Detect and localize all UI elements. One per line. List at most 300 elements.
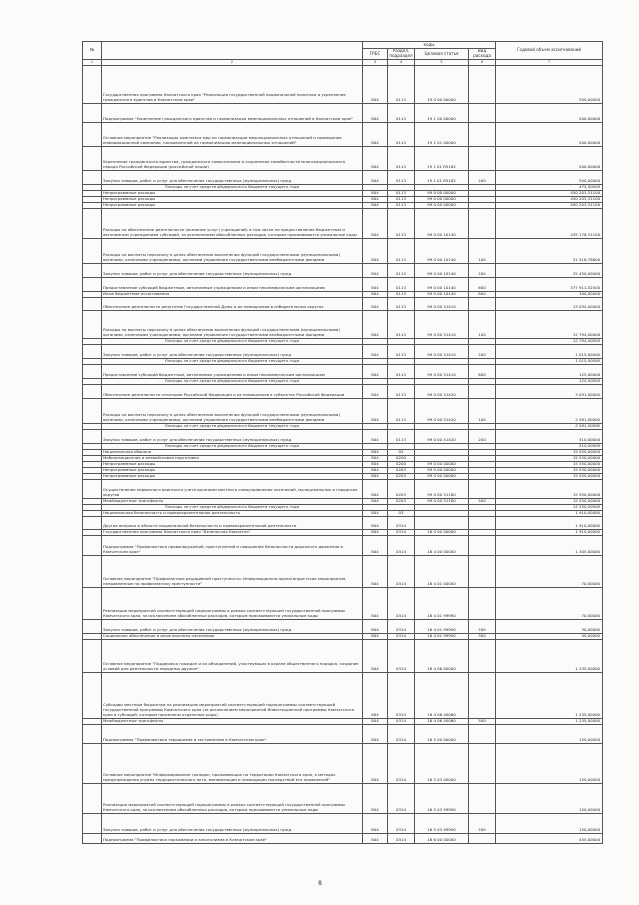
expense-kind-cell <box>469 639 496 672</box>
section-cell: 02 <box>388 449 415 455</box>
amount-cell: 70,00000 <box>496 555 603 587</box>
header-codes: коды <box>363 42 496 49</box>
amount-cell: 500,00000 <box>496 65 603 103</box>
target-article-cell: 16 4 06 00000 <box>415 639 469 672</box>
table-row <box>83 516 603 529</box>
amount-cell: 150,00000 <box>496 783 603 813</box>
name-cell: Непрограммные расходы <box>102 196 363 202</box>
expense-kind-cell: 100 <box>469 310 496 338</box>
amount-cell: 15 550,00000 <box>496 473 603 479</box>
target-article-cell: 16 6 00 00000 <box>415 833 469 843</box>
table-row <box>83 639 603 672</box>
num-cell <box>83 672 102 718</box>
target-article-cell: 19 1 01 R5162 <box>415 170 469 184</box>
num-cell <box>83 398 102 423</box>
section-cell: 0200 <box>388 455 415 461</box>
header-expense-kind: Вид расхода <box>469 49 496 60</box>
target-article-cell: 16 4 06 40060 <box>415 672 469 718</box>
section-cell: 0113 <box>388 202 415 208</box>
name-cell: Закупка товаров, работ и услуг для обеспечения государственных (муниципальных) нужд <box>102 170 363 184</box>
grbs-cell: 804 <box>363 170 388 184</box>
section-cell: 0314 <box>388 743 415 783</box>
table-row <box>83 146 603 170</box>
table-row <box>83 398 603 423</box>
expense-kind-cell <box>469 555 496 587</box>
column-number: 7 <box>496 60 603 66</box>
num-cell <box>83 263 102 277</box>
expense-kind-cell: 800 <box>469 291 496 297</box>
table-row <box>83 297 603 310</box>
expense-kind-cell <box>469 724 496 743</box>
table-row <box>83 364 603 378</box>
num-cell <box>83 743 102 783</box>
section-cell: 0113 <box>388 170 415 184</box>
num-cell <box>83 587 102 619</box>
table-row <box>83 170 603 184</box>
name-cell: Основное мероприятие "Поддержка граждан и их объединений, участвующих в охране общественного порядка, создание условий для деятельности народных дружин" <box>102 639 363 672</box>
amount-cell: 15 550,00000 <box>496 461 603 467</box>
target-article-cell: 99 0 00 10140 <box>415 277 469 291</box>
budget-table <box>82 41 603 844</box>
amount-cell: 15 550,00000 <box>496 449 603 455</box>
amount-cell: 15 550,00000 <box>496 504 603 510</box>
target-article-cell: 16 4 06 40060 <box>415 718 469 724</box>
expense-kind-cell: 200 <box>469 170 496 184</box>
name-cell: Межбюджетные трансферты <box>102 498 363 504</box>
amount-cell: 31 516,78600 <box>496 238 603 263</box>
grbs-cell: 804 <box>363 555 388 587</box>
name-cell: Основное мероприятие "Реализация комплекса мер по гармонизации межнациональных отношений и проведение информационной кампании, направленной на гармонизацию межнациональных отношений" <box>102 122 363 146</box>
header-target-article: Целевая статья <box>415 49 469 60</box>
expense-kind-cell <box>469 122 496 146</box>
grbs-cell: 804 <box>363 384 388 398</box>
table-row <box>83 208 603 238</box>
amount-cell: 450 203,31100 <box>496 202 603 208</box>
grbs-cell: 804 <box>363 202 388 208</box>
grbs-cell: 804 <box>363 429 388 443</box>
target-article-cell: 19 0 00 00000 <box>415 65 469 103</box>
table-header <box>83 42 603 66</box>
table-row <box>83 535 603 555</box>
num-cell <box>83 555 102 587</box>
name-cell: Социальное обеспечение и иные выплаты населению <box>102 633 363 639</box>
expense-kind-cell: 600 <box>469 277 496 291</box>
amount-cell: 1 910,00000 <box>496 510 603 516</box>
section-cell: 0113 <box>388 208 415 238</box>
name-cell: Предоставление субсидий бюджетным, автономным учреждениям и иным некоммерческим организациям <box>102 277 363 291</box>
section-cell: 0113 <box>388 310 415 338</box>
target-article-cell: 16 5 03 00000 <box>415 743 469 783</box>
expense-kind-cell: 300 <box>469 633 496 639</box>
target-article-cell: 99 0 00 00000 <box>415 473 469 479</box>
amount-cell: 2 581,00000 <box>496 398 603 423</box>
table-row <box>83 263 603 277</box>
expense-kind-cell: 100 <box>469 238 496 263</box>
num-cell <box>83 429 102 443</box>
amount-cell: 455,00000 <box>496 833 603 843</box>
header-grbs: ГРБС <box>363 49 388 60</box>
target-article-cell: 16 5 00 00000 <box>415 724 469 743</box>
name-cell: Национальная безопасность и правоохранительная деятельность <box>102 510 363 516</box>
name-cell: Государственная программа Камчатского края "Безопасная Камчатка" <box>102 529 363 535</box>
num-cell <box>83 344 102 358</box>
section-cell: 0314 <box>388 555 415 587</box>
name-cell: Закупка товаров, работ и услуг для обеспечения государственных (муниципальных) нужд <box>102 429 363 443</box>
section-cell: 0203 <box>388 473 415 479</box>
expense-kind-cell <box>469 146 496 170</box>
num-cell <box>83 833 102 843</box>
section-cell: 0314 <box>388 639 415 672</box>
grbs-cell: 804 <box>363 498 388 504</box>
section-cell: 0314 <box>388 833 415 843</box>
table-row <box>83 238 603 263</box>
amount-cell: 12 794,00000 <box>496 338 603 344</box>
grbs-cell: 804 <box>363 297 388 310</box>
name-cell: Подпрограмма "Профилактика наркомании и алкоголизма в Камчатском крае" <box>102 833 363 843</box>
table-row <box>83 555 603 587</box>
amount-cell: 25 450,00000 <box>496 263 603 277</box>
expense-kind-cell <box>469 783 496 813</box>
name-cell: Подпрограмма "Профилактика правонарушений, преступлений и повышение безопасности дорожного движения в Камчатском крае" <box>102 535 363 555</box>
expense-kind-cell <box>469 743 496 783</box>
amount-cell: 450 203,31100 <box>496 196 603 202</box>
name-cell: Расходы за счет средств федерального бюджета текущего года <box>102 443 363 449</box>
target-article-cell: 99 0 00 51180 <box>415 498 469 504</box>
name-cell: Закупка товаров, работ и услуг для обеспечения государственных (муниципальных) нужд <box>102 813 363 833</box>
name-cell: Непрограммные расходы <box>102 190 363 196</box>
grbs-cell: 804 <box>363 398 388 423</box>
target-article-cell: 16 4 00 00000 <box>415 535 469 555</box>
expense-kind-cell <box>469 535 496 555</box>
section-cell: 0113 <box>388 291 415 297</box>
grbs-cell: 804 <box>363 587 388 619</box>
name-cell: Расходы на выплаты персоналу в целях обеспечения выполнения функций государственными (муниципальными) органами, казенными учреждениями, органами управления государственными внебюджетными фондами <box>102 238 363 263</box>
amount-cell: 12 794,00000 <box>496 310 603 338</box>
expense-kind-cell <box>469 103 496 122</box>
section-cell: 0314 <box>388 516 415 529</box>
name-cell: Основное мероприятие "Информирование граждан, проживающих на территории Камчатского края, о методах предупреждения угрозы террористического акта, минимизации и ликвидации последствий его проявлений" <box>102 743 363 783</box>
grbs-cell: 804 <box>363 65 388 103</box>
num-cell <box>83 813 102 833</box>
section-cell: 0314 <box>388 724 415 743</box>
table-body <box>83 65 603 843</box>
name-cell: Расходы на выплаты персоналу в целях обеспечения выполнения функций государственными (муниципальными) органами, казенными учреждениями, органами управления государственными внебюджетными фондами <box>102 310 363 338</box>
grbs-cell: 804 <box>363 364 388 378</box>
table-row <box>83 384 603 398</box>
expense-kind-cell <box>469 208 496 238</box>
amount-cell: 40,00000 <box>496 633 603 639</box>
target-article-cell: 99 0 00 00000 <box>415 461 469 467</box>
section-cell: 0113 <box>388 146 415 170</box>
amount-cell: 500,00000 <box>496 122 603 146</box>
target-article-cell: 99 0 00 51410 <box>415 297 469 310</box>
expense-kind-cell: 200 <box>469 429 496 443</box>
header-annual-volume: Годовой объем ассигнований <box>496 42 603 60</box>
target-article-cell: 19 1 00 00000 <box>415 103 469 122</box>
name-cell: Подпрограмма "Профилактика терроризма и экстремизма в Камчатском крае" <box>102 724 363 743</box>
name-cell: Расходы за счет средств федерального бюджета текущего года <box>102 184 363 190</box>
expense-kind-cell: 200 <box>469 619 496 633</box>
target-article-cell: 16 4 01 99990 <box>415 633 469 639</box>
section-cell: 03 <box>388 510 415 516</box>
expense-kind-cell <box>469 65 496 103</box>
section-cell: 0314 <box>388 718 415 724</box>
target-article-cell: 99 0 00 00000 <box>415 467 469 473</box>
grbs-cell: 804 <box>363 455 388 461</box>
grbs-cell: 804 <box>363 291 388 297</box>
target-article-cell: 16 5 03 99990 <box>415 813 469 833</box>
amount-cell: 30,00000 <box>496 619 603 633</box>
num-cell <box>83 384 102 398</box>
section-cell: 0113 <box>388 122 415 146</box>
amount-cell: 500,00000 <box>496 170 603 184</box>
expense-kind-cell: 200 <box>469 813 496 833</box>
section-cell: 0113 <box>388 65 415 103</box>
name-cell: Основное мероприятие "Профилактика рецидивной преступности. Информационно-пропагандистские мероприятия, направленные на профилактику преступности" <box>102 555 363 587</box>
amount-cell: 300,00000 <box>496 291 603 297</box>
target-article-cell: 16 4 01 99990 <box>415 587 469 619</box>
amount-cell: 3 091,00000 <box>496 384 603 398</box>
section-cell: 0113 <box>388 277 415 291</box>
expense-kind-cell: 200 <box>469 344 496 358</box>
target-article-cell: 19 1 01 R5162 <box>415 146 469 170</box>
grbs-cell: 804 <box>363 783 388 813</box>
grbs-cell: 804 <box>363 103 388 122</box>
table-row <box>83 65 603 103</box>
grbs-cell: 804 <box>363 344 388 358</box>
name-cell: Подпрограмма "Укрепление гражданского единства и гармонизация межнациональных отношений в Камчатском крае" <box>102 103 363 122</box>
name-cell: Расходы на выплаты персоналу в целях обеспечения выполнения функций государственными (муниципальными) органами, казенными учреждениями, органами управления государственными внебюджетными фондами <box>102 398 363 423</box>
section-cell: 0203 <box>388 479 415 498</box>
table-row <box>83 743 603 783</box>
name-cell: Непрограммные расходы <box>102 467 363 473</box>
num-cell <box>83 639 102 672</box>
name-cell: Государственная программа Камчатского края "Реализация государственной национальной политики и укрепление гражданского единства в Камчатском крае" <box>102 65 363 103</box>
amount-cell: 510,00000 <box>496 443 603 449</box>
num-cell <box>83 619 102 633</box>
name-cell: Обеспечение деятельности депутатов Государственной Думы и их помощников в избирательных округах <box>102 297 363 310</box>
target-article-cell: 19 1 01 00000 <box>415 122 469 146</box>
grbs-cell: 804 <box>363 238 388 263</box>
target-article-cell: 99 0 00 51420 <box>415 398 469 423</box>
section-cell: 0314 <box>388 619 415 633</box>
page-number: 8 <box>318 880 322 887</box>
grbs-cell: 804 <box>363 619 388 633</box>
grbs-cell: 804 <box>363 473 388 479</box>
table-row <box>83 429 603 443</box>
column-number: 1 <box>83 60 102 66</box>
amount-cell: 435 178,31100 <box>496 208 603 238</box>
num-cell <box>83 122 102 146</box>
num-cell <box>83 65 102 103</box>
section-cell: 0203 <box>388 498 415 504</box>
expense-kind-cell: 200 <box>469 263 496 277</box>
grbs-cell: 804 <box>363 724 388 743</box>
grbs-cell: 804 <box>363 146 388 170</box>
target-article-cell: 99 0 00 51410 <box>415 364 469 378</box>
expense-kind-cell: 600 <box>469 364 496 378</box>
num-cell <box>83 516 102 529</box>
column-number: 6 <box>469 60 496 66</box>
num-cell <box>83 297 102 310</box>
name-cell: Другие вопросы в области национальной безопасности и правоохранительной деятельности <box>102 516 363 529</box>
name-cell: Закупка товаров, работ и услуг для обеспечения государственных (муниципальных) нужд <box>102 344 363 358</box>
num-cell <box>83 208 102 238</box>
amount-cell: 1 305,00000 <box>496 535 603 555</box>
grbs-cell: 804 <box>363 461 388 467</box>
amount-cell: 475,00000 <box>496 184 603 190</box>
target-article-cell: 99 0 00 00000 <box>415 202 469 208</box>
name-cell: Непрограммные расходы <box>102 202 363 208</box>
section-cell: 0113 <box>388 190 415 196</box>
column-number: 5 <box>415 60 469 66</box>
name-cell: Расходы за счет средств федерального бюджета текущего года <box>102 423 363 429</box>
section-cell: 0113 <box>388 429 415 443</box>
section-cell: 0200 <box>388 461 415 467</box>
amount-cell: 1 910,00000 <box>496 516 603 529</box>
section-cell: 0113 <box>388 364 415 378</box>
section-cell: 0314 <box>388 672 415 718</box>
expense-kind-cell <box>469 516 496 529</box>
grbs-cell: 804 <box>363 516 388 529</box>
name-cell: Непрограммные расходы <box>102 473 363 479</box>
grbs-cell: 804 <box>363 833 388 843</box>
amount-cell: 15 550,00000 <box>496 479 603 498</box>
expense-kind-cell <box>469 297 496 310</box>
grbs-cell: 804 <box>363 467 388 473</box>
name-cell: Предоставление субсидий бюджетным, автономным учреждениям и иным некоммерческим организациям <box>102 364 363 378</box>
expense-kind-cell <box>469 833 496 843</box>
grbs-cell: 804 <box>363 510 388 516</box>
name-cell: Закупка товаров, работ и услуг для обеспечения государственных (муниципальных) нужд <box>102 263 363 277</box>
name-cell: Закупка товаров, работ и услуг для обеспечения государственных (муниципальных) нужд <box>102 619 363 633</box>
amount-cell: 450 203,31100 <box>496 190 603 196</box>
table-row <box>83 813 603 833</box>
name-cell: Реализация мероприятий соответствующей подпрограммы в рамках соответствующей государственной программы Камчатского края, за исключением обособленных расходов, которым присваиваются уникальные коды <box>102 587 363 619</box>
amount-cell: 125,00000 <box>496 364 603 378</box>
section-cell: 0113 <box>388 344 415 358</box>
grbs-cell: 804 <box>363 479 388 498</box>
section-cell: 0314 <box>388 535 415 555</box>
expense-kind-cell: 500 <box>469 498 496 504</box>
grbs-cell: 804 <box>363 196 388 202</box>
header-name <box>102 42 363 60</box>
amount-cell: 15 550,00000 <box>496 455 603 461</box>
table-row <box>83 103 603 122</box>
expense-kind-cell <box>469 672 496 718</box>
target-article-cell: 99 0 00 10140 <box>415 238 469 263</box>
amount-cell: 1 235,00000 <box>496 718 603 724</box>
amount-cell: 13 034,00000 <box>496 297 603 310</box>
grbs-cell: 804 <box>363 672 388 718</box>
section-cell: 0113 <box>388 103 415 122</box>
amount-cell: 70,00000 <box>496 587 603 619</box>
num-cell <box>83 364 102 378</box>
name-cell: Расходы на обеспечение деятельности (оказание услуг) учреждений, в том числе на предоставление бюджетным и автономным учреждениям субсидий, за исключением обособленных расходов, которым присваиваются уникальные коды <box>102 208 363 238</box>
amount-cell: 1 015,00000 <box>496 344 603 358</box>
target-article-cell: 99 0 00 10140 <box>415 263 469 277</box>
target-article-cell: 99 0 00 10140 <box>415 208 469 238</box>
amount-cell: 1 910,00000 <box>496 529 603 535</box>
num-cell <box>83 277 102 291</box>
num-cell <box>83 238 102 263</box>
grbs-cell: 804 <box>363 263 388 277</box>
table-row <box>83 310 603 338</box>
section-cell: 0314 <box>388 529 415 535</box>
table-row <box>83 724 603 743</box>
target-article-cell: 99 0 00 51180 <box>415 479 469 498</box>
num-cell <box>83 103 102 122</box>
name-cell: Мобилизационная и вневойсковая подготовка <box>102 455 363 461</box>
table-row <box>83 479 603 498</box>
target-article-cell <box>415 516 469 529</box>
section-cell: 0314 <box>388 783 415 813</box>
target-article-cell: 99 0 00 51410 <box>415 344 469 358</box>
name-cell: Непрограммные расходы <box>102 461 363 467</box>
table-row <box>83 783 603 813</box>
expense-kind-cell <box>469 587 496 619</box>
num-cell <box>83 170 102 184</box>
grbs-cell: 804 <box>363 743 388 783</box>
amount-cell: 150,00000 <box>496 813 603 833</box>
section-cell: 0314 <box>388 813 415 833</box>
target-article-cell: 99 0 00 00000 <box>415 196 469 202</box>
amount-cell: 125,00000 <box>496 378 603 384</box>
grbs-cell: 804 <box>363 449 388 455</box>
grbs-cell: 804 <box>363 208 388 238</box>
table-row <box>83 277 603 291</box>
name-cell: Расходы за счет средств федерального бюджета текущего года <box>102 378 363 384</box>
grbs-cell: 804 <box>363 529 388 535</box>
section-cell: 0203 <box>388 467 415 473</box>
section-cell: 0113 <box>388 398 415 423</box>
target-article-cell: 99 0 00 10140 <box>415 291 469 297</box>
expense-kind-cell <box>469 479 496 498</box>
section-cell: 0113 <box>388 384 415 398</box>
name-cell: Расходы за счет средств федерального бюджета текущего года <box>102 338 363 344</box>
name-cell: Осуществление первичного воинского учета органами местного самоуправления поселений, муниципальных и городских округов <box>102 479 363 498</box>
table-row <box>83 672 603 718</box>
section-cell: 0113 <box>388 238 415 263</box>
grbs-cell: 804 <box>363 190 388 196</box>
expense-kind-cell: 500 <box>469 718 496 724</box>
num-cell <box>83 146 102 170</box>
column-number: 3 <box>363 60 388 66</box>
table-row <box>83 619 603 633</box>
grbs-cell: 804 <box>363 633 388 639</box>
target-article-cell: 99 0 00 00000 <box>415 190 469 196</box>
amount-cell: 1 235,00000 <box>496 672 603 718</box>
section-cell: 0113 <box>388 297 415 310</box>
name-cell: Субсидии местным бюджетам на реализацию мероприятий соответствующей подпрограммы соответствующей государственной программы Камчатского края (за исключением мероприятий Инвестиционной программы Камчатского края и субсидий, которым присвоены отдельные коды) <box>102 672 363 718</box>
amount-cell: 15 550,00000 <box>496 498 603 504</box>
header-number: № <box>83 42 102 60</box>
grbs-cell: 804 <box>363 310 388 338</box>
expense-kind-cell: 100 <box>469 398 496 423</box>
amount-cell: 150,00000 <box>496 724 603 743</box>
section-cell: 0113 <box>388 263 415 277</box>
amount-cell: 377 911,52500 <box>496 277 603 291</box>
target-article-cell: 16 4 01 99990 <box>415 619 469 633</box>
name-cell: Укрепление гражданского единства, гражданского самосознания и сохранение самобытности многонационального народа Российской Федерации (российской нации) <box>102 146 363 170</box>
name-cell: Расходы за счет средств федерального бюджета текущего года <box>102 504 363 510</box>
table-row <box>83 587 603 619</box>
grbs-cell: 804 <box>363 639 388 672</box>
name-cell: Иные бюджетные ассигнования <box>102 291 363 297</box>
expense-kind-cell <box>469 384 496 398</box>
target-article-cell: 16 4 01 00000 <box>415 555 469 587</box>
grbs-cell: 804 <box>363 535 388 555</box>
